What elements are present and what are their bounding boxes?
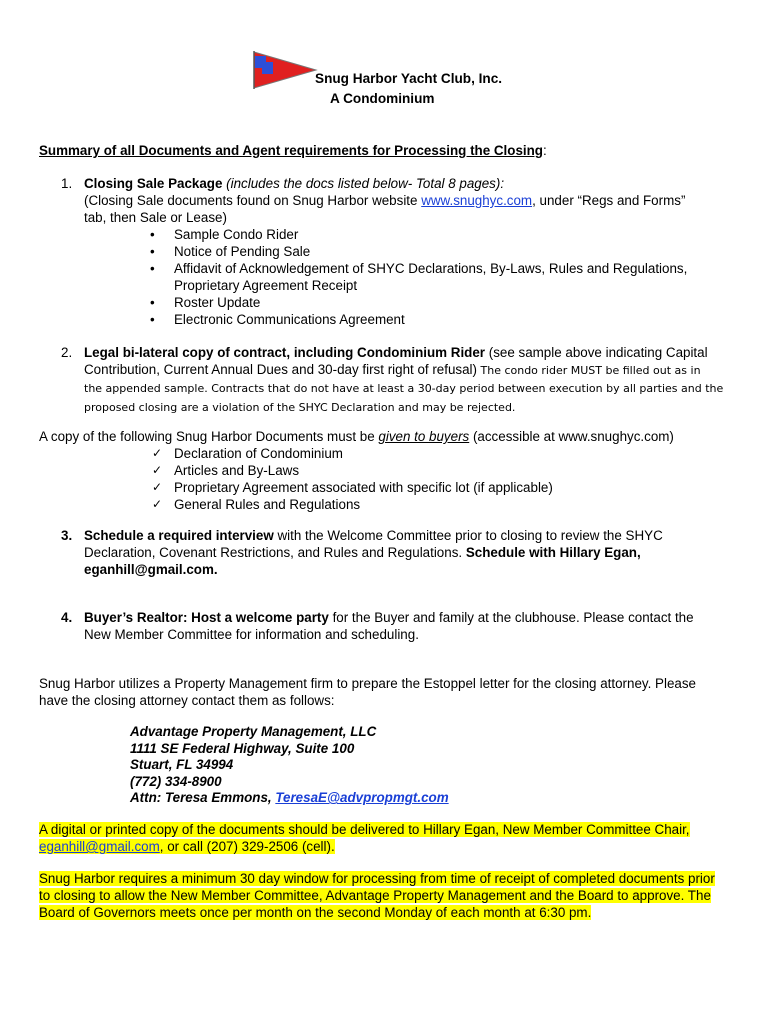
checklist-item: ✓ Declaration of Condominium	[152, 446, 343, 461]
checkmark-icon: ✓	[152, 497, 163, 511]
property-management-paragraph: Snug Harbor utilizes a Property Management firm to prepare the Estoppel letter for the closing attorney. Please have the closing attorney contact them as follows:	[39, 676, 696, 708]
item-1-title: Closing Sale Package	[84, 176, 223, 191]
list-item: • Roster Update	[150, 295, 261, 310]
delivery-instructions: A digital or printed copy of the documents should be delivered to Hillary Egan, New Member Committee Chair, eganhill@gmail.com, or call (207) 329-2506 (cell).	[39, 822, 690, 854]
item-3-title: Schedule a required interview	[84, 528, 274, 543]
burgee-flag-icon	[252, 50, 318, 90]
item-4: 4. Buyer’s Realtor: Host a welcome party for the Buyer and family at the clubhouse. Please contact the New Member Committee for information and scheduling.	[61, 610, 694, 642]
item-2: 2. Legal bi-lateral copy of contract, including Condominium Rider (see sample above indicating Capital Contribution, Current Annual Dues and 30-day first right of refusal) The condo rider MUST be filled out as in the appended sample. Contracts that do not have at least a 30-day period between execution by all parties and the proposed closing are a violation of the SHYC Declaration and may be rejected.	[61, 345, 724, 414]
item-4-title: Buyer’s Realtor: Host a welcome party	[84, 610, 329, 625]
item-1: 1. Closing Sale Package (includes the docs listed below- Total 8 pages): (Closing Sale documents found on Snug Harbor website www.snughyc.com, under “Regs and Forms” tab, then Sale or Lease) • Sample Condo Rider • Notice of Pending Sale • Affidavit of Acknowledgement of SHYC Declarations, By-Laws, Rules and Regulations, Proprietary Agreement Receipt • Roster Update • Electronic Communications Agreement	[39, 175, 739, 328]
teresa-email-link[interactable]: TeresaE@advpropmgt.com	[275, 790, 449, 805]
org-subtitle: A Condominium	[330, 91, 435, 106]
list-item-continued: Proprietary Agreement Receipt	[174, 278, 358, 293]
item-3: 3. Schedule a required interview with the Welcome Committee prior to closing to review the SHYC Declaration, Covenant Restrictions, and Rules and Regulations. Schedule with Hillary Egan, eganhill@gmail.com.	[39, 527, 739, 578]
processing-window-notice: Snug Harbor requires a minimum 30 day window for processing from time of receipt of completed documents prior to closing to allow the New Member Committee, Advantage Property Management and the Board to approve. The Board of Governors meets once per month on the second Monday of each month at 6:30 pm.	[39, 871, 715, 920]
checklist-item: ✓ Articles and By-Laws	[152, 463, 300, 478]
snughyc-website-link[interactable]: www.snughyc.com	[421, 193, 533, 208]
summary-heading: Summary of all Documents and Agent requirements for Processing the Closing:	[39, 143, 547, 158]
checklist-item: ✓ Proprietary Agreement associated with specific lot (if applicable)	[152, 480, 553, 495]
eganhill-email-link[interactable]: eganhill@gmail.com	[39, 839, 160, 854]
checklist-item: ✓ General Rules and Regulations	[152, 497, 361, 512]
list-item: • Sample Condo Rider	[150, 227, 299, 242]
checkmark-icon: ✓	[152, 446, 163, 460]
interview-contact-email: eganhill@gmail.com.	[84, 562, 218, 577]
buyer-documents-section: A copy of the following Snug Harbor Documents must be given to buyers (accessible at www.snughyc.com) ✓ Declaration of Condominium ✓ Articles and By-Laws ✓ Proprietary Agreement associated with specific lot (if applicable) ✓ General Rules and Regulations	[39, 428, 739, 513]
list-item: • Electronic Communications Agreement	[150, 312, 405, 327]
item-2-title: Legal bi-lateral copy of contract, including Condominium Rider	[84, 345, 486, 360]
list-item: • Affidavit of Acknowledgement of SHYC Declarations, By-Laws, Rules and Regulations,	[150, 261, 688, 276]
org-title: Snug Harbor Yacht Club, Inc.	[315, 71, 503, 86]
checkmark-icon: ✓	[152, 463, 163, 477]
list-item: • Notice of Pending Sale	[150, 244, 311, 259]
pm-address-block: Advantage Property Management, LLC 1111 SE Federal Highway, Suite 100 Stuart, FL 34994 (772) 334-8900 Attn: Teresa Emmons, TeresaE@advpropmgt.com	[130, 724, 449, 805]
checkmark-icon: ✓	[152, 480, 163, 494]
